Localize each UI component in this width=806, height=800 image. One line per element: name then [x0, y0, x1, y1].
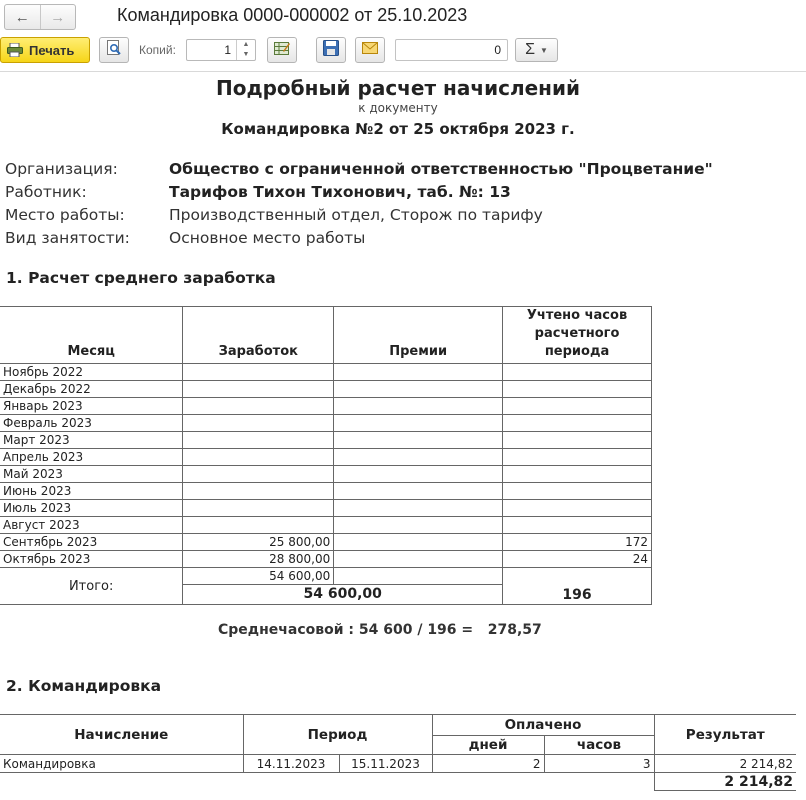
cell-bonus [334, 432, 503, 449]
table-row [0, 432, 652, 449]
cell-bonus [334, 415, 503, 432]
header-earnings: Заработок [183, 307, 334, 364]
cell-accrual: Командировка [0, 755, 243, 773]
print-button[interactable] [0, 37, 90, 63]
chevron-down-icon: ▼ [539, 45, 548, 55]
header-paid: Оплачено [432, 715, 654, 736]
cell-bonus [334, 449, 503, 466]
print-label: Печать [29, 42, 75, 58]
average-earnings-rows [0, 364, 652, 568]
table-row [0, 415, 652, 432]
cell-hours [503, 432, 652, 449]
cell-hours [503, 466, 652, 483]
cell-days: 2 [432, 755, 544, 773]
organization-label: Организация: [5, 160, 118, 178]
cell-bonus [334, 500, 503, 517]
cell-bonus [334, 517, 503, 534]
section-average-earnings-title: 1. Расчет среднего заработка [6, 269, 276, 287]
total-label: Итого: [0, 568, 183, 605]
average-hourly: Среднечасовой : 54 600 / 196 = 278,57 [218, 622, 542, 638]
table-row [0, 534, 652, 551]
table-row [0, 364, 652, 381]
cell-month: Октябрь 2023 [0, 551, 183, 568]
table-row [0, 449, 652, 466]
cell-earnings [183, 483, 334, 500]
table-row [0, 483, 652, 500]
title-bar [0, 0, 806, 34]
sum-field[interactable] [395, 39, 508, 61]
cell-earnings: 28 800,00 [183, 551, 334, 568]
cell-hours [503, 449, 652, 466]
copies-label: Копий: [139, 43, 176, 57]
cell-hours [503, 500, 652, 517]
cell-bonus [334, 381, 503, 398]
cell-hours [503, 415, 652, 432]
header-month: Месяц [0, 307, 183, 364]
employment-value: Основное место работы [169, 229, 366, 247]
sum-value: 0 [494, 43, 501, 57]
cell-bonus [334, 551, 503, 568]
cell-result: 2 214,82 [654, 755, 796, 773]
header-hours-paid: часов [544, 736, 654, 755]
business-trip-rows [0, 755, 796, 773]
total-spacer [0, 773, 654, 791]
cell-hours: 3 [544, 755, 654, 773]
workplace-value: Производственный отдел, Сторож по тарифу [169, 206, 543, 224]
cell-hours [503, 398, 652, 415]
report-title: Подробный расчет начислений [215, 76, 581, 100]
cell-earnings [183, 449, 334, 466]
table-row [0, 517, 652, 534]
sigma-icon: Σ [525, 41, 535, 58]
cell-hours [503, 364, 652, 381]
header-days: дней [432, 736, 544, 755]
copies-value: 1 [224, 43, 231, 57]
forward-arrow-icon[interactable]: → [40, 5, 76, 29]
cell-bonus [334, 534, 503, 551]
envelope-icon [362, 41, 378, 59]
table-row [0, 466, 652, 483]
header-result: Результат [654, 715, 796, 755]
navigation-buttons [4, 4, 76, 30]
cell-month: Май 2023 [0, 466, 183, 483]
save-button[interactable] [316, 37, 346, 63]
printer-icon [7, 43, 23, 57]
cell-earnings [183, 381, 334, 398]
cell-month: Июль 2023 [0, 500, 183, 517]
workplace-label: Место работы: [5, 206, 125, 224]
header-hours: Учтено часов расчетного периода [503, 307, 652, 364]
table-row [0, 398, 652, 415]
header-accrual: Начисление [0, 715, 243, 755]
cell-hours [503, 381, 652, 398]
cell-earnings [183, 415, 334, 432]
business-trip-total: 2 214,82 [654, 773, 796, 791]
employment-row [5, 229, 365, 247]
cell-hours [503, 517, 652, 534]
back-arrow-icon[interactable]: ← [14, 8, 30, 26]
cell-bonus [334, 466, 503, 483]
floppy-disk-icon [323, 40, 339, 61]
report-subtitle: к документу [358, 101, 438, 115]
cell-earnings [183, 517, 334, 534]
cell-month: Август 2023 [0, 517, 183, 534]
cell-bonus [334, 483, 503, 500]
employee-value: Тарифов Тихон Тихонович, таб. №: 13 [169, 183, 511, 201]
cell-earnings [183, 500, 334, 517]
table-row [0, 551, 652, 568]
window-title: Командировка 0000-000002 от 25.10.2023 [117, 5, 468, 25]
cell-earnings [183, 364, 334, 381]
cell-to: 15.11.2023 [339, 755, 432, 773]
edit-mode-button[interactable] [267, 37, 297, 63]
cell-month: Июнь 2023 [0, 483, 183, 500]
copies-input[interactable] [186, 39, 256, 61]
cell-hours [503, 483, 652, 500]
cell-earnings: 25 800,00 [183, 534, 334, 551]
page-preview-icon [106, 40, 122, 61]
cell-month: Январь 2023 [0, 398, 183, 415]
preview-button[interactable] [99, 37, 129, 63]
total-earnings: 54 600,00 [183, 568, 334, 585]
cell-month: Апрель 2023 [0, 449, 183, 466]
report-document [0, 72, 806, 800]
cell-earnings [183, 466, 334, 483]
table-row [0, 381, 652, 398]
cell-month: Февраль 2023 [0, 415, 183, 432]
cell-bonus [334, 398, 503, 415]
average-earnings-table [0, 306, 652, 605]
employee-row [5, 183, 511, 201]
cell-from: 14.11.2023 [243, 755, 339, 773]
cell-month: Март 2023 [0, 432, 183, 449]
send-email-button[interactable] [355, 37, 385, 63]
business-trip-table [0, 714, 796, 791]
cell-hours: 172 [503, 534, 652, 551]
header-period: Период [243, 715, 432, 755]
total-hours: 196 [503, 568, 652, 605]
report-document-ref: Командировка №2 от 25 октября 2023 г. [221, 120, 575, 138]
cell-hours: 24 [503, 551, 652, 568]
toolbar [0, 34, 806, 68]
organization-row [5, 160, 713, 178]
employment-label: Вид занятости: [5, 229, 130, 247]
cell-month: Ноябрь 2022 [0, 364, 183, 381]
edit-table-icon [274, 40, 290, 61]
section-business-trip-title: 2. Командировка [6, 677, 162, 695]
workplace-row [5, 206, 543, 224]
table-row [0, 755, 796, 773]
cell-earnings [183, 398, 334, 415]
table-row [0, 500, 652, 517]
total-bonus [334, 568, 503, 585]
cell-bonus [334, 364, 503, 381]
cell-month: Декабрь 2022 [0, 381, 183, 398]
total-bold: 54 600,00 [183, 585, 503, 605]
header-bonus: Премии [334, 307, 503, 364]
copies-stepper[interactable]: ▲ ▼ [236, 40, 255, 60]
cell-month: Сентябрь 2023 [0, 534, 183, 551]
cell-earnings [183, 432, 334, 449]
sum-mode-dropdown[interactable] [515, 38, 558, 62]
organization-value: Общество с ограниченной ответственностью "Процветание" [169, 160, 713, 178]
employee-label: Работник: [5, 183, 87, 201]
